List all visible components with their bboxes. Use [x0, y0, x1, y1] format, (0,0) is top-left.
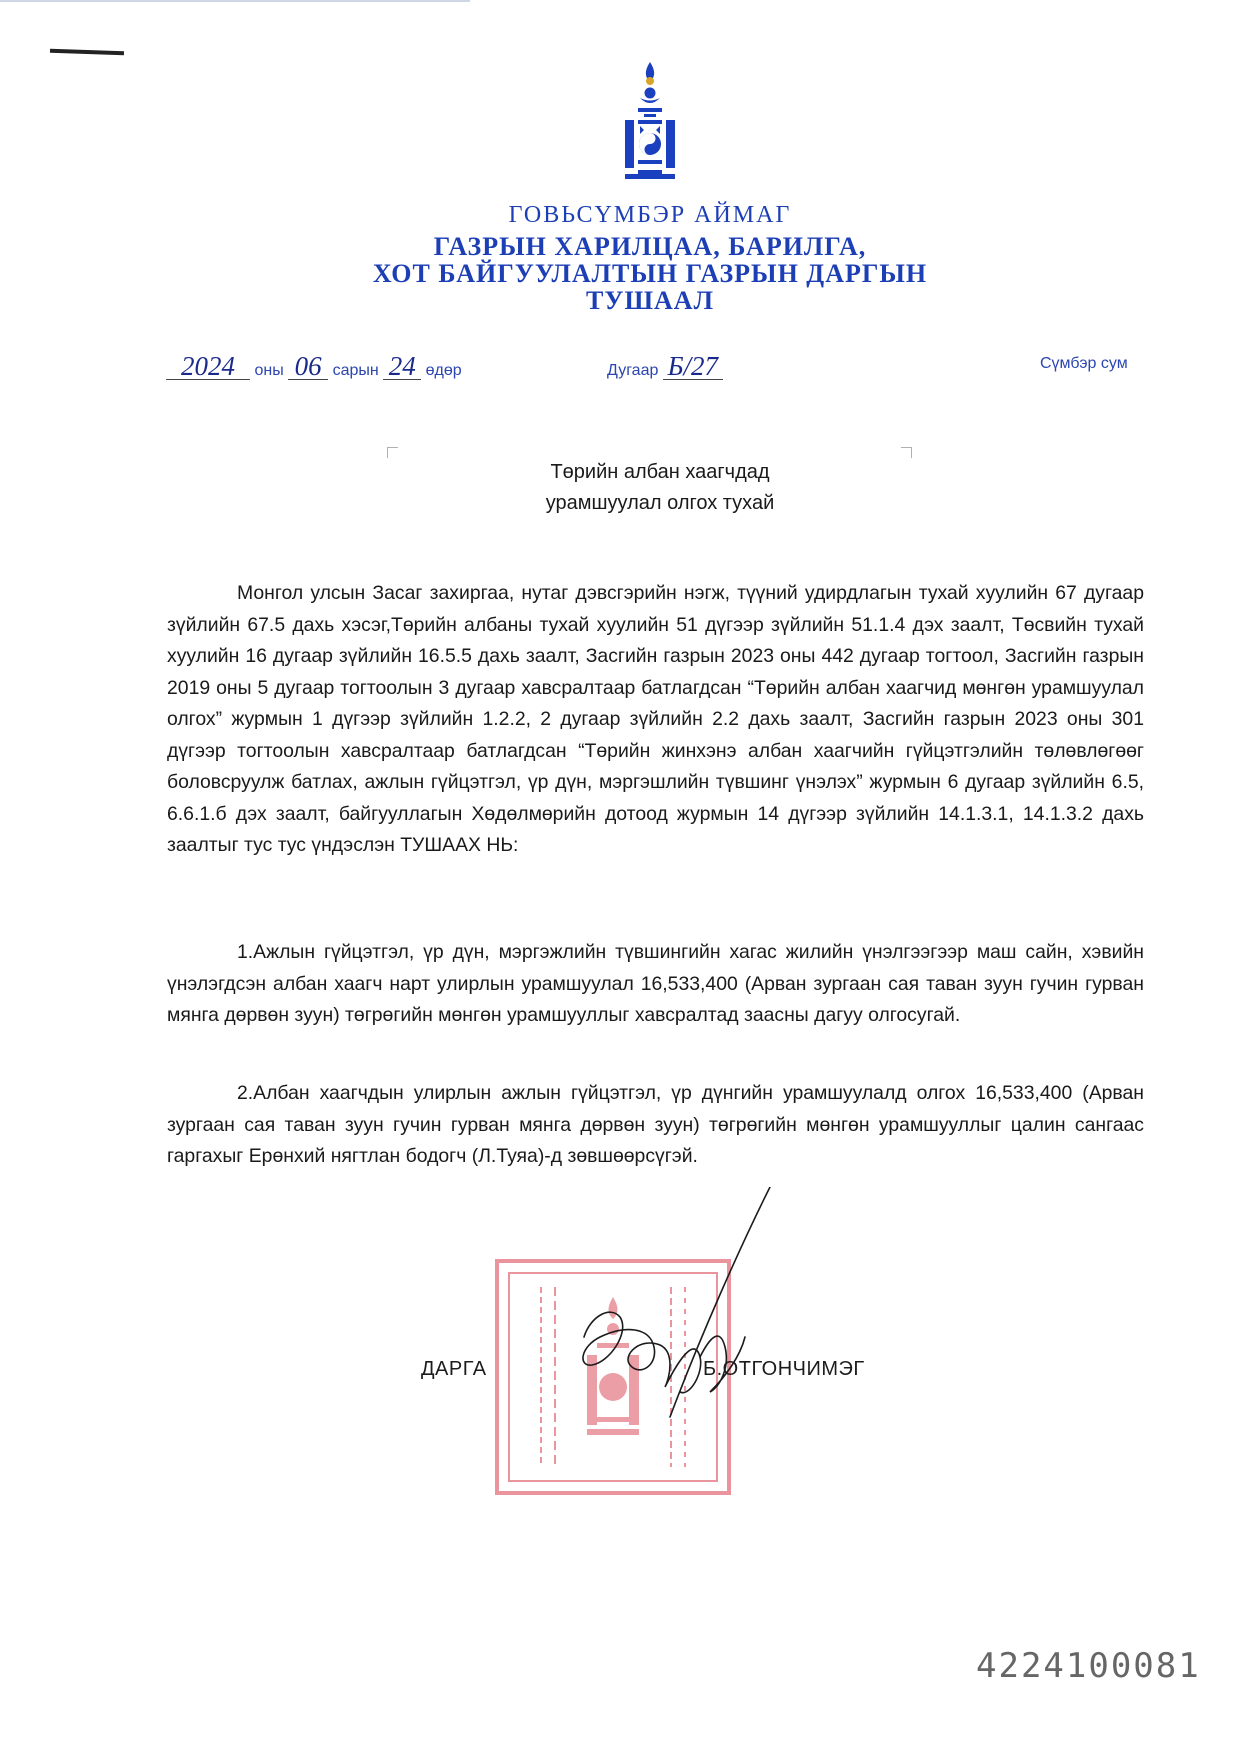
date-year: 2024 [166, 353, 250, 380]
document-serial-number: 4224100081 [976, 1646, 1201, 1686]
order-item-2 [167, 1078, 1144, 1173]
month-label: сарын [332, 362, 379, 379]
number-label: Дугаар [607, 362, 659, 379]
order-item-2-text: 2.Албан хаагчдын улирлын ажлын гүйцэтгэл, үр дүнгийн урамшуулалд олгох 16,533,400 (Арван зургаан сая таван зуун гучин гурван мянга дөрвөн зуун) төгрөгийн мөнгөн урамшууллыг цалин сангаас гаргахыг Ерөнхий нягтлан бодогч (Л.Туяа)-д зөвшөөрсүгэй. [167, 1082, 1144, 1167]
order-number: Б/27 [663, 353, 723, 380]
day-label: өдөр [425, 362, 462, 379]
signatory-title: ДАРГА [421, 1358, 487, 1380]
office-title-line2: ХОТ БАЙГУУЛАЛТЫН ГАЗРЫН ДАРГЫН [372, 259, 928, 288]
date-line [166, 353, 462, 380]
preamble-text: Монгол улсын Засаг захиргаа, нутаг дэвсгэрийн нэгж, түүний удирдлагын тухай хуулийн 67 дугаар зүйлийн 67.5 дахь хэсэг,Төрийн албаны тухай хуулийн 51 дүгээр зүйлийн 51.1.4 дэх заалт, Төсвийн тухай хуулийн 16 дугаар зүйлийн 16.5.5 дахь заалт, Засгийн газрын 2023 оны 442 дугаар тогтоол, Засгийн газрын 2019 оны 5 дугаар тогтоолын 3 дугаар хавсралтаар батлагдсан “Төрийн албан хаагчид мөнгөн урамшуулал олгох” журмын 1 дүгээр зүйлийн 1.2.2, 2 дугаар зүйлийн 2.2 дахь заалт, Засгийн газрын 2023 оны 301 дүгээр тогтоолын хавсралтаар батлагдсан “Төрийн жинхэнэ албан хаагчийн гүйцэтгэлийн төлөвлөгөөг боловсруулж батлах, ажлын гүйцэтгэл, үр дүн, мэргэшлийн түвшинг үнэлэх” журмын 6 дугаар зүйлийн 6.5, 6.6.1.б дэх заалт, байгууллагын Хөдөлмөрийн дотоод журмын 14 дүгээр зүйлийн 14.1.3.1, 14.1.3.2 дахь заалтыг тус тус үндэслэн ТУШААХ НЬ: [167, 582, 1144, 856]
date-day: 24 [383, 353, 421, 380]
subject-line1: Төрийн албан хаагчдад [550, 461, 770, 483]
subject [440, 457, 880, 519]
office-title-line1: ГАЗРЫН ХАРИЛЦАА, БАРИЛГА, [433, 232, 867, 261]
subject-bracket-left [387, 447, 398, 458]
aimag-name: ГОВЬСҮМБЭР АЙМАГ [508, 202, 792, 228]
year-label: оны [254, 362, 284, 379]
subject-bracket-right [901, 447, 912, 458]
order-number-line [607, 353, 723, 380]
state-emblem-icon [618, 60, 682, 188]
order-item-1 [167, 937, 1144, 1032]
signatory-name: Б.ОТГОНЧИМЭГ [703, 1358, 865, 1380]
scan-edge-line [0, 0, 470, 2]
document-type: ТУШААЛ [586, 286, 714, 315]
subject-line2: урамшуулал олгох тухай [545, 492, 775, 514]
place: Сүмбэр сум [1040, 355, 1128, 372]
scan-mark [50, 49, 124, 56]
handwritten-signature [570, 1187, 790, 1447]
date-month: 06 [288, 353, 328, 380]
order-item-1-text: 1.Ажлын гүйцэтгэл, үр дүн, мэргэжлийн түвшингийн хагас жилийн үнэлгээгээр маш сайн, хэвийн үнэлэгдсэн албан хаагч нарт улирлын урамшуулал 16,533,400 (Арван зургаан сая таван зуун гучин гурван мянга дөрвөн зуун) төгрөгийн мөнгөн урамшууллыг хавсралтад заасны дагуу олгосугай. [167, 941, 1144, 1026]
preamble-paragraph [167, 578, 1144, 862]
